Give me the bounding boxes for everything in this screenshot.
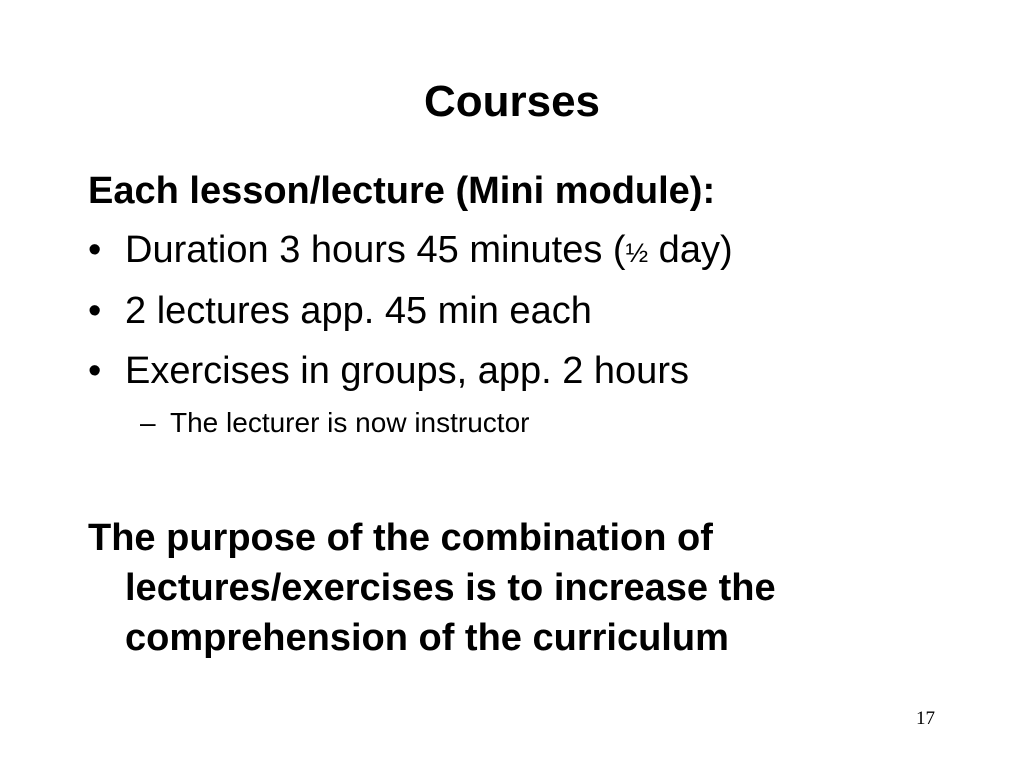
purpose-line: The purpose of the combination of <box>88 517 713 559</box>
slide-title: Courses <box>423 77 601 126</box>
lesson-heading: Each lesson/lecture (Mini module): <box>88 170 716 212</box>
sub-bullet-instructor <box>140 404 529 442</box>
purpose-statement <box>88 513 948 663</box>
purpose-line: comprehension of the curriculum <box>125 617 729 659</box>
sub-bullet-text: The lecturer is now instructor <box>170 407 530 438</box>
purpose-line: lectures/exercises is to increase the <box>125 567 776 609</box>
bullet-marker: • <box>88 229 102 271</box>
bullet-exercises <box>88 346 689 396</box>
bullet-lectures <box>88 286 592 336</box>
sub-bullet-marker: – <box>140 407 156 438</box>
bullet-duration-text: Duration 3 hours 45 minutes ( <box>125 229 626 271</box>
bullet-duration-fraction: ½ <box>625 238 649 268</box>
bullet-duration-suffix: day) <box>648 229 733 271</box>
page-number: 17 <box>916 708 935 729</box>
bullet-marker: • <box>88 290 102 332</box>
bullet-duration <box>88 225 733 278</box>
bullet-marker: • <box>88 350 102 392</box>
bullet-lectures-text: 2 lectures app. 45 min each <box>125 290 592 332</box>
bullet-exercises-text: Exercises in groups, app. 2 hours <box>125 350 689 392</box>
